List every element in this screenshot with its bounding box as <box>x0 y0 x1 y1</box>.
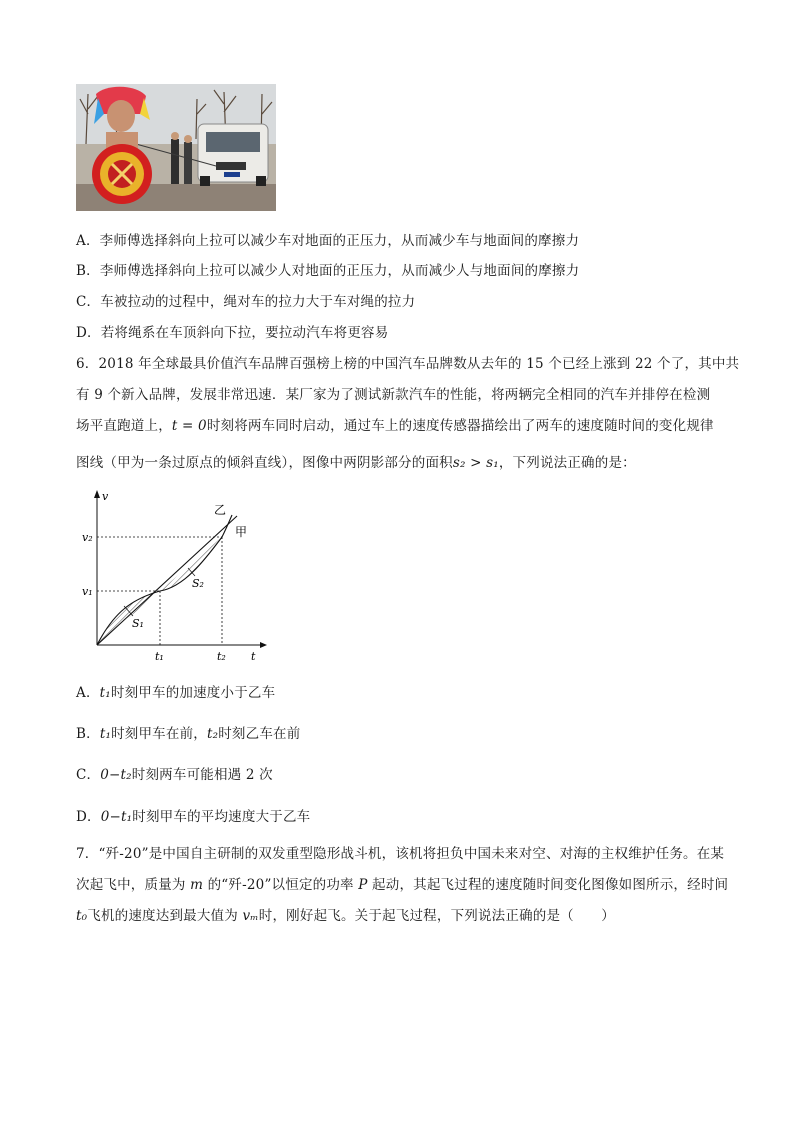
option-6-d: D．0−t₁时刻甲车的平均速度大于乙车 <box>76 809 311 825</box>
question-6-line-2: 有 9 个新入品牌，发展非常迅速．某厂家为了测试新款汽车的性能，将两辆完全相同的汽车并排停在检测 <box>76 387 711 403</box>
question-6-line-4: 图线（甲为一条过原点的倾斜直线），图像中两阴影部分的面积s₂ > s₁，下列说法正确的是： <box>76 455 636 471</box>
tick-label-v2: v₂ <box>82 531 93 544</box>
option-6-c: C．0−t₂时刻两车可能相遇 2 次 <box>76 767 273 783</box>
option-5-c: C．车被拉动的过程中，绳对车的拉力大于车对绳的拉力 <box>76 294 416 310</box>
question-6-line-1: 6．2018 年全球最具价值汽车品牌百强榜上榜的中国汽车品牌数从去年的 15 个已经上涨到 22 个了，其中共 <box>76 356 740 372</box>
v-axis-label: v <box>102 490 109 503</box>
option-5-b: B．李师傅选择斜向上拉可以减少人对地面的正压力，从而减少人与地面间的摩擦力 <box>76 263 580 279</box>
label-jia: 甲 <box>235 525 248 539</box>
option-6-a: A．t₁时刻甲车的加速度小于乙车 <box>76 685 276 701</box>
option-5-d: D．若将绳系在车顶斜向下拉，要拉动汽车将更容易 <box>76 325 389 341</box>
velocity-time-graph <box>76 484 276 668</box>
option-6-b: B．t₁时刻甲车在前，t₂时刻乙车在前 <box>76 726 301 742</box>
label-s2: S₂ <box>192 577 204 590</box>
t-axis-arrow <box>260 642 267 648</box>
photo-man-pulling-van <box>76 84 276 211</box>
v-axis-arrow <box>94 490 100 498</box>
tick-label-t1: t₁ <box>155 650 164 663</box>
line-jia <box>97 516 237 645</box>
option-5-a: A．李师傅选择斜向上拉可以减少车对地面的正压力，从而减少车与地面间的摩擦力 <box>76 233 580 249</box>
question-7-line-2: 次起飞中，质量为 m 的“歼-20”以恒定的功率 P 起动，其起飞过程的速度随时间变化图像如图所示，经时间 <box>76 877 729 893</box>
shaded-area-s2 <box>160 537 222 591</box>
label-s1: S₁ <box>132 617 144 630</box>
question-6-line-3: 场平直跑道上，t = 0时刻将两车同时启动，通过车上的速度传感器描绘出了两车的速度随时间的变化规律 <box>76 418 714 434</box>
tick-label-v1: v₁ <box>82 585 93 598</box>
question-7-line-3: t₀飞机的速度达到最大值为 vₘ时，刚好起飞。关于起飞过程，下列说法正确的是（ ） <box>76 908 615 924</box>
question-7-line-1: 7．“歼-20”是中国自主研制的双发重型隐形战斗机，该机将担负中国未来对空、对海的主权维护任务。在某 <box>76 846 725 862</box>
tick-label-t2: t₂ <box>217 650 226 663</box>
label-yi: 乙 <box>214 503 227 517</box>
t-axis-label: t <box>251 650 256 663</box>
